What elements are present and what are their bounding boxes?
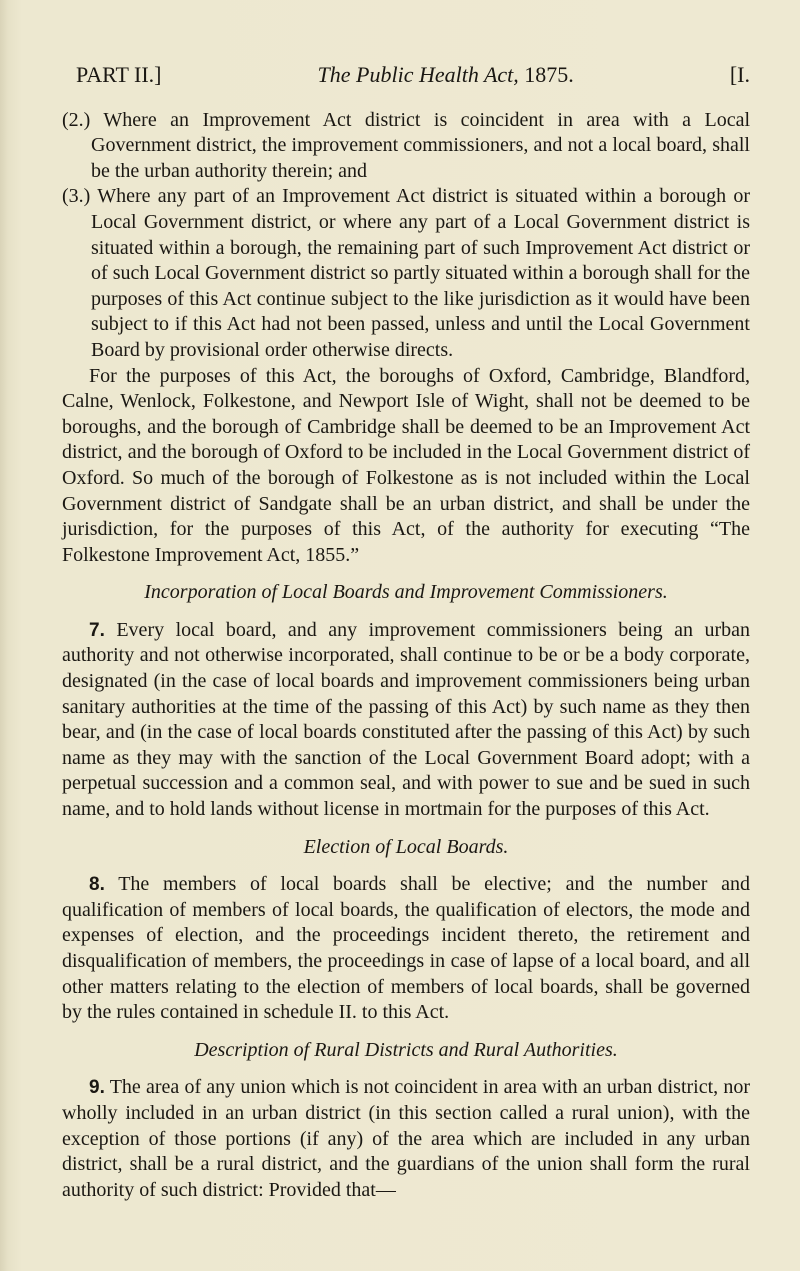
running-header: [62, 62, 750, 88]
section-7: [62, 618, 750, 823]
section-text: The members of local boards shall be elective; and the number and qualification of members of local boards, the qualification of electors, the mode and expenses of election, and the proceedings incident thereto, the retirement and disqualification of members, the proceedings in case of lapse of a local board, and all other matters relating to the election of members of local boards, shall be governed by the rules contained in schedule II. to this Act.: [62, 873, 750, 1024]
boroughs-paragraph: For the purposes of this Act, the boroughs of Oxford, Cambridge, Blandford, Calne, Wenlock, Folkestone, and Newport Isle of Wight, shall not be deemed to be boroughs, and the borough of Cambridge shall be deemed to be an Improvement Act district, and the borough of Oxford to be included in the Local Government district of Oxford. So much of the borough of Folkestone as is not included within the Local Government district of Sandgate shall be an urban district, and shall be under the jurisdiction, for the purposes of this Act, of the authority for executing “The Folkestone Improvement Act, 1855.”: [62, 364, 750, 566]
header-part: PART II.]: [76, 62, 162, 87]
subsection-2: [62, 108, 750, 185]
section-text: Every local board, and any improvement commissioners being an urban authority and not otherwise incorporated, shall continue to be or be a body corporate, designated (in the case of local boards and improvement commissioners being urban sanitary authorities at the time of the passing of this Act) by such name as they then bear, and (in the case of local boards constituted after the passing of this Act) by such name as they may with the sanction of the Local Government Board adopt; with a perpetual succession and a common seal, and with power to sue and be sued in such name, and to hold lands without license in mortmain for the purposes of this Act.: [62, 618, 751, 821]
section-heading: Election of Local Boards.: [303, 835, 509, 858]
subsection-number: (3.): [62, 185, 91, 208]
text-column: [62, 62, 750, 1203]
section-heading: Incorporation of Local Boards and Improvement Commissioners.: [144, 581, 668, 604]
section-number: 8.: [89, 874, 105, 896]
subsection-text: Where any part of an Improvement Act district is situated within a borough or Local Government district, or where any part of a Local Government district is situated within a borough, the remaining part of such Improvement Act district or of such Local Government district so partly situated within a borough shall for the purposes of this Act continue subject to the like jurisdiction as it would have been subject to if this Act had not been passed, unless and until the Local Government Board by provisional order otherwise directs.: [91, 185, 750, 361]
header-title: The Public Health Act,: [317, 62, 519, 87]
subsection-text: Where an Improvement Act district is coincident in area with a Local Government district, the improvement commissioners, and not a local board, shall be the urban authority therein; and: [91, 108, 751, 182]
section-number: 9.: [89, 1077, 105, 1099]
section-text: The area of any union which is not coincident in area with an urban district, nor wholly included in an urban district (in this section called a rural union), with the exception of those portions (if any) of the area which are included in any urban district, shall be a rural district, and the guardians of the union shall form the rural authority of such district: Provided that—: [62, 1076, 751, 1201]
section-heading: Description of Rural Districts and Rural Authorities.: [194, 1038, 618, 1061]
subsection-3: [62, 184, 750, 363]
header-title-group: [318, 62, 574, 88]
section-number: 7.: [89, 619, 105, 641]
header-year: 1875.: [524, 62, 574, 87]
header-bracket: [I.: [729, 62, 750, 87]
section-8: [62, 872, 750, 1026]
section-9: [62, 1075, 750, 1203]
subsection-number: (2.): [62, 108, 91, 131]
